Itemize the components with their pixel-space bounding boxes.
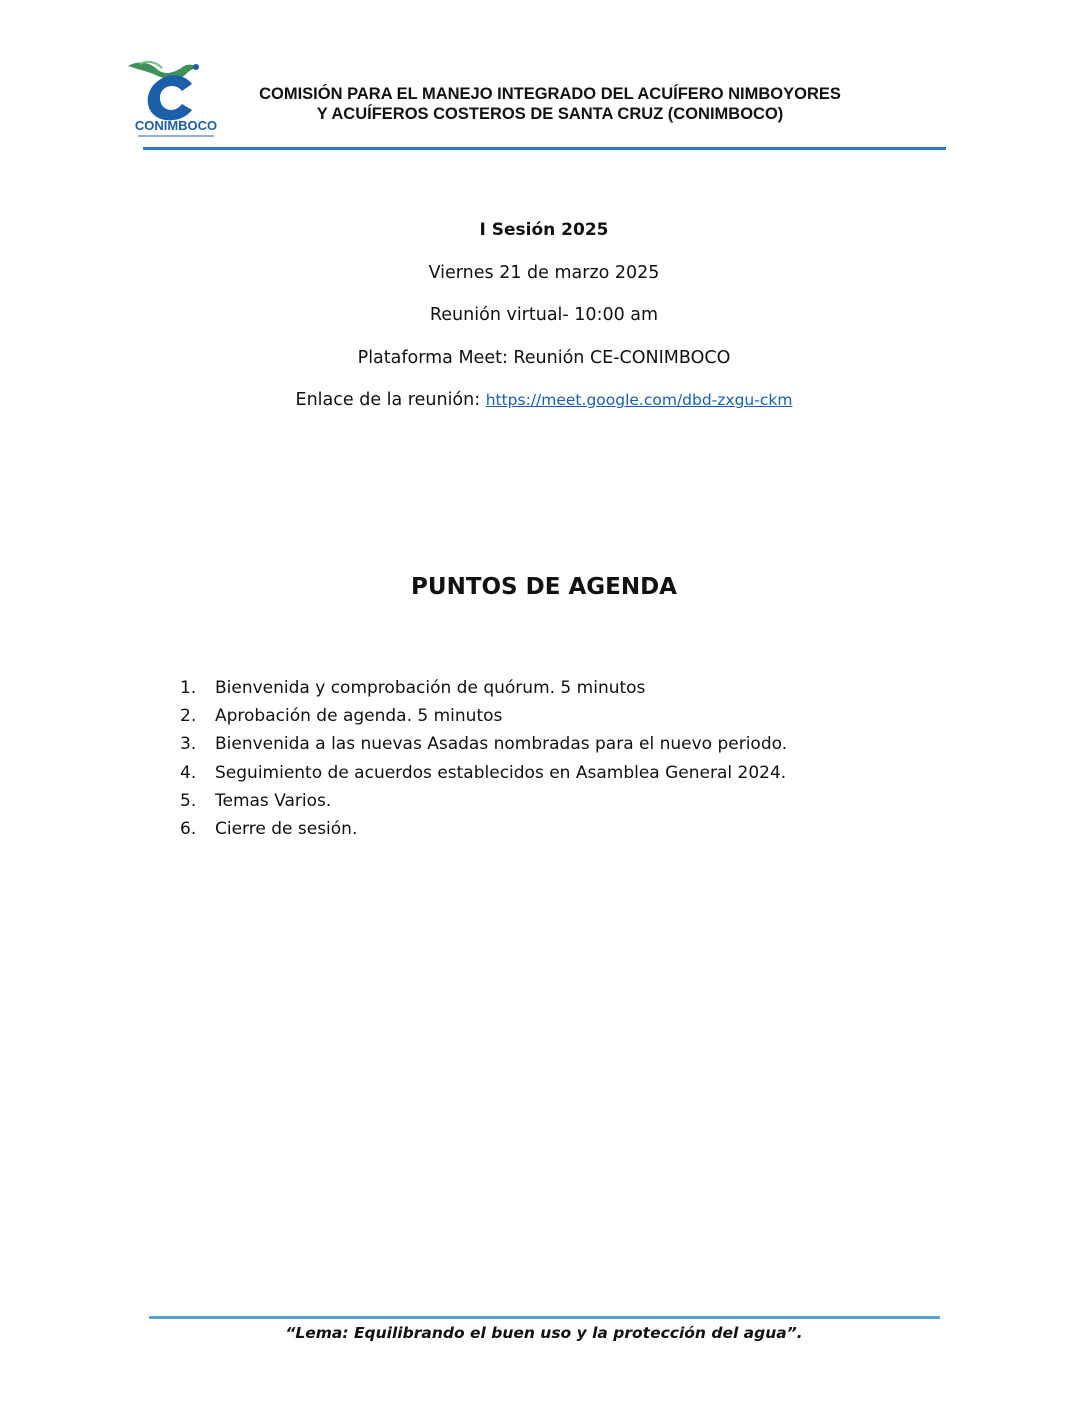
agenda-item-text: Seguimiento de acuerdos establecidos en Asamblea General 2024. <box>215 762 787 783</box>
agenda-list <box>180 674 787 843</box>
session-title: I Sesión 2025 <box>479 220 609 240</box>
session-meeting-time: Reunión virtual- 10:00 am <box>429 305 659 325</box>
agenda-heading: PUNTOS DE AGENDA <box>411 574 677 600</box>
agenda-item-text: Temas Varios. <box>215 790 332 811</box>
agenda-item-text: Aprobación de agenda. 5 minutos <box>215 706 503 727</box>
agenda-item-text: Bienvenida y comprobación de quórum. 5 minutos <box>215 678 646 698</box>
agenda-item-text: Cierre de sesión. <box>215 818 358 839</box>
logo-wordmark: CONIMBOCO <box>134 118 218 133</box>
agenda-item <box>180 674 787 702</box>
agenda-item <box>180 730 787 758</box>
link-label: Enlace de la reunión: <box>295 390 481 410</box>
header-title-line1: COMISIÓN PARA EL MANEJO INTEGRADO DEL ACUÍFERO NIMBOYORES <box>259 85 841 103</box>
session-date: Viernes 21 de marzo 2025 <box>428 262 660 283</box>
agenda-item <box>180 702 787 730</box>
agenda-item <box>180 815 787 843</box>
session-info <box>0 216 1088 429</box>
agenda-item-number: 6. <box>180 818 197 839</box>
agenda-item-number: 4. <box>180 762 197 783</box>
session-link-row <box>0 386 1088 429</box>
agenda-item-number: 2. <box>180 706 197 727</box>
agenda-item-number: 1. <box>180 678 197 698</box>
footer-motto: “Lema: Equilibrando el buen uso y la protección del agua”. <box>285 1324 803 1342</box>
session-platform: Plataforma Meet: Reunión CE-CONIMBOCO <box>357 347 731 368</box>
agenda-item-number: 5. <box>180 790 197 811</box>
agenda-item-number: 3. <box>180 734 197 755</box>
agenda-item-text: Bienvenida a las nuevas Asadas nombradas para el nuevo periodo. <box>215 734 788 755</box>
footer-divider <box>149 1316 940 1319</box>
header-title <box>200 84 900 124</box>
meeting-link[interactable]: https://meet.google.com/dbd-zxgu-ckm <box>485 391 793 409</box>
agenda-item <box>180 759 787 787</box>
agenda-item <box>180 787 787 815</box>
header-divider <box>143 147 946 150</box>
header-title-line2: Y ACUÍFEROS COSTEROS DE SANTA CRUZ (CONIMBOCO) <box>316 105 784 123</box>
